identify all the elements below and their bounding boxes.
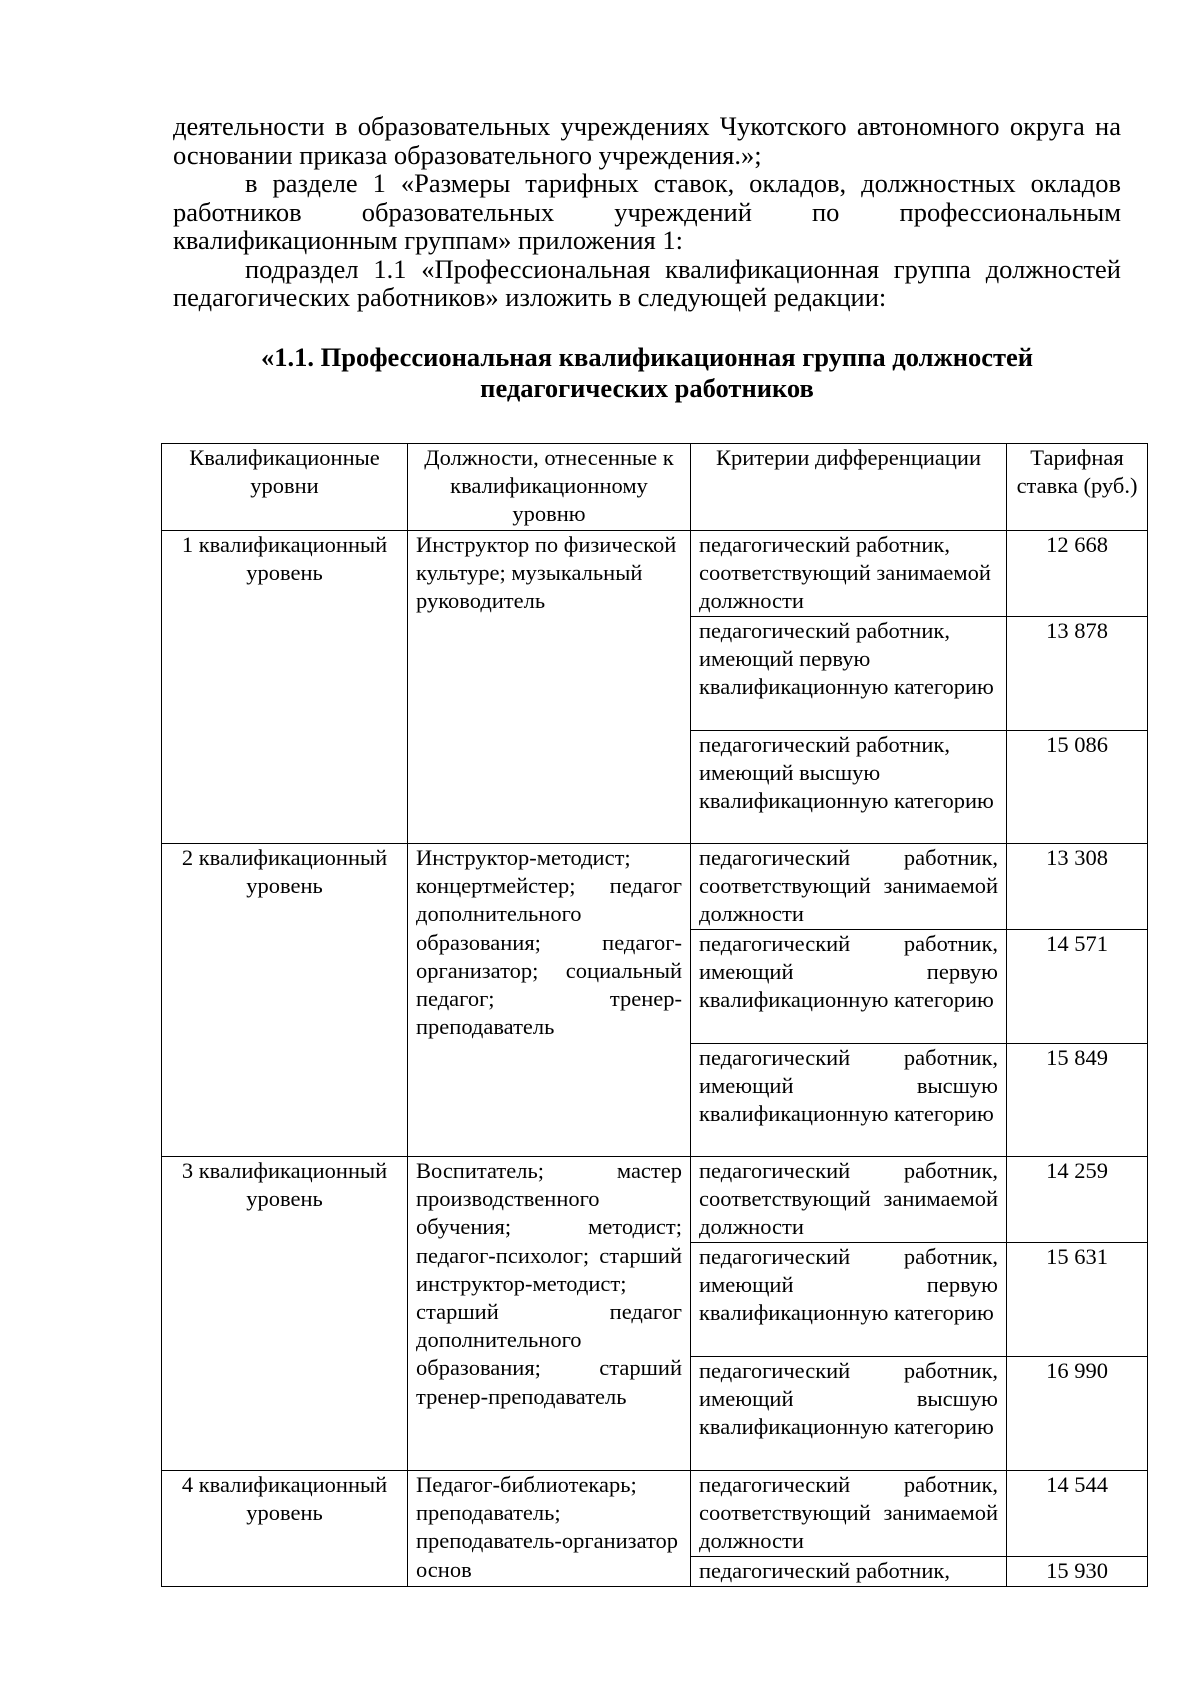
level-cell: 3 квалификационный уровень (162, 1157, 408, 1471)
header-rate: Тарифная ставка (руб.) (1007, 444, 1148, 531)
header-level: Квалификационные уровни (162, 444, 408, 531)
positions-cell: Педагог-библиотекарь; преподаватель; преподаватель-организатор основ (408, 1471, 691, 1587)
intro-paragraph-1: деятельности в образовательных учреждениях Чукотского автономного округа на основании приказа образовательного учреждения.»; (173, 111, 1121, 170)
level-cell: 1 квалификационный уровень (162, 531, 408, 844)
criterion-cell: педагогический работник, соответствующий занимаемой должности (691, 844, 1007, 930)
rate-cell: 15 631 (1007, 1243, 1148, 1357)
criterion-cell: педагогический работник, соответствующий занимаемой должности (691, 1471, 1007, 1557)
criterion-cell: педагогический работник, имеющий высшую квалификационную категорию (691, 731, 1007, 844)
rate-cell: 15 930 (1007, 1557, 1148, 1587)
intro-text (173, 112, 1121, 312)
table-row (162, 1471, 1148, 1557)
rate-cell: 16 990 (1007, 1357, 1148, 1471)
positions-cell: Воспитатель; мастер производственного обучения; методист; педагог-психолог; старший инструктор-методист; старший педагог дополнительного образования; старший тренер-преподаватель (408, 1157, 691, 1471)
level-cell: 4 квалификационный уровень (162, 1471, 408, 1587)
criterion-cell: педагогический работник, (691, 1557, 1007, 1587)
rate-cell: 13 878 (1007, 617, 1148, 731)
section-heading-line-1: «1.1. Профессиональная квалификационная группа должностей (260, 342, 1034, 372)
criterion-cell: педагогический работник, имеющий первую квалификационную категорию (691, 930, 1007, 1044)
header-positions: Должности, отнесенные к квалификационному уровню (408, 444, 691, 531)
rate-cell: 15 849 (1007, 1044, 1148, 1157)
level-cell: 2 квалификационный уровень (162, 844, 408, 1157)
criterion-cell: педагогический работник, имеющий первую квалификационную категорию (691, 1243, 1007, 1357)
criterion-cell: педагогический работник, соответствующий занимаемой должности (691, 1157, 1007, 1243)
table-row (162, 844, 1148, 930)
rate-cell: 12 668 (1007, 531, 1148, 617)
positions-cell: Инструктор-методист; концертмейстер; педагог дополнительного образования; педагог-организатор; социальный педагог; тренер-преподаватель (408, 844, 691, 1157)
positions-cell: Инструктор по физической культуре; музыкальный руководитель (408, 531, 691, 844)
table-header-row (162, 444, 1148, 531)
rate-cell: 13 308 (1007, 844, 1148, 930)
criterion-cell: педагогический работник, имеющий высшую квалификационную категорию (691, 1357, 1007, 1471)
rate-cell: 14 259 (1007, 1157, 1148, 1243)
section-heading-line-2: педагогических работников (480, 373, 814, 403)
criterion-cell: педагогический работник, имеющий первую квалификационную категорию (691, 617, 1007, 731)
criterion-cell: педагогический работник, соответствующий занимаемой должности (691, 531, 1007, 617)
table-row (162, 1157, 1148, 1243)
criterion-cell: педагогический работник, имеющий высшую квалификационную категорию (691, 1044, 1007, 1157)
rate-cell: 14 544 (1007, 1471, 1148, 1557)
rate-cell: 14 571 (1007, 930, 1148, 1044)
intro-paragraph-3: подраздел 1.1 «Профессиональная квалификационная группа должностей педагогических работников» изложить в следующей редакции: (173, 253, 1121, 312)
rate-cell: 15 086 (1007, 731, 1148, 844)
salary-table (161, 443, 1148, 1587)
intro-paragraph-2: в разделе 1 «Размеры тарифных ставок, окладов, должностных окладов работников образовательных учреждений по профессиональным квалификационным группам» приложения 1: (173, 168, 1121, 255)
section-heading (173, 342, 1121, 404)
table-row (162, 531, 1148, 617)
header-criteria: Критерии дифференциации (691, 444, 1007, 531)
